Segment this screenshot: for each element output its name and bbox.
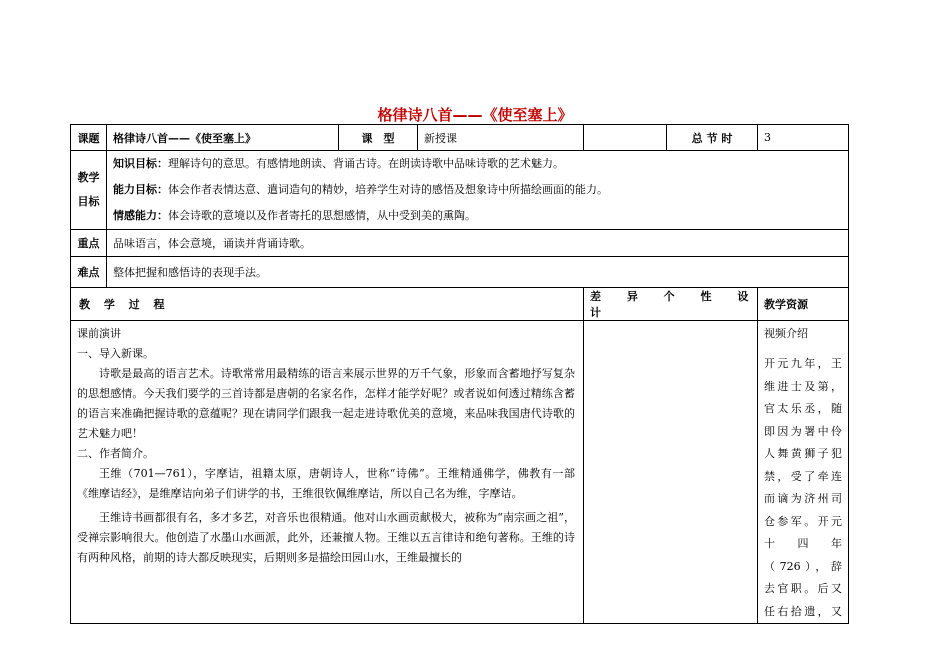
goal-knowledge: 知识目标：理解诗句的意思。有感情地朗读、背诵古诗。在朗读诗歌中品味诗歌的艺术魅力。 <box>113 157 564 170</box>
process-paragraph: 王维诗书画都很有名，多才多艺，对音乐也很精通。他对山水画贡献极大，被称为“南宗画之祖”，受禅宗影响很大。他创造了水墨山水画派，此外，还兼擅人物。王维以五言律诗和绝句著称。王维的诗有两种风格，前期的诗大都反映现实，后期则多是描绘田园山水，王维最擅长的 <box>77 511 575 564</box>
resources-line: （726），辞 <box>764 559 842 573</box>
difficulty-row <box>71 257 849 288</box>
resources-line: 仓参军。开元 <box>764 514 842 528</box>
resources-line: 去官职。后又 <box>764 582 842 595</box>
hours-value: 3 <box>758 125 849 151</box>
resources-line: 官太乐丞，随 <box>764 402 842 415</box>
process-line: 课前演讲 <box>77 327 121 340</box>
resources-line: 十 四 年 <box>764 537 842 550</box>
topic-label: 课题 <box>71 125 107 151</box>
process-paragraph: 王维（701—761），字摩诘，祖籍太原，唐朝诗人，世称“诗佛”。王维精通佛学，佛教有一部《维摩诘经》，是维摩诘向弟子们讲学的书，王维很钦佩维摩诘，所以自己名为维，字摩诘。 <box>77 467 575 500</box>
keypoint-label: 重点 <box>71 230 107 257</box>
resources-line: 禁，受了牵连 <box>764 469 842 483</box>
resources-header: 教学资源 <box>758 288 849 321</box>
resources-cell <box>758 321 849 624</box>
diff-design-header: 差 异 个 性 设 计 <box>584 288 758 321</box>
diff-design-cell <box>584 321 758 624</box>
goal-emotion: 情感能力：体会诗歌的意境以及作者寄托的思想感情，从中受到美的熏陶。 <box>113 209 476 222</box>
goals-label <box>71 151 107 230</box>
resources-title: 视频介绍 <box>764 327 808 340</box>
resources-line: 人舞黄狮子犯 <box>764 447 842 460</box>
goals-row <box>71 151 849 230</box>
process-line: 一、导入新课。 <box>77 347 154 360</box>
topic-value: 格律诗八首——《使至塞上》 <box>107 125 339 151</box>
process-header: 教 学 过 程 <box>71 288 584 321</box>
info-row <box>71 125 849 151</box>
process-row <box>71 321 849 624</box>
difficulty-label: 难点 <box>71 257 107 288</box>
document-title: 格律诗八首——《使至塞上》 <box>377 106 573 124</box>
process-header-row <box>71 288 849 321</box>
hours-label: 总 节 时 <box>667 125 758 151</box>
resources-line: 维进士及第， <box>764 379 842 393</box>
process-content <box>71 321 584 624</box>
resources-line: 任右拾遗，又 <box>764 604 842 618</box>
resources-line: 开元九年，王 <box>764 357 842 370</box>
process-line: 二、作者简介。 <box>77 447 154 460</box>
goals-label-1: 教学 <box>77 171 100 184</box>
blank-cell <box>584 125 667 151</box>
goals-content <box>107 151 849 230</box>
keypoint-row <box>71 230 849 257</box>
keypoint-text: 品味语言，体会意境，诵读并背诵诗歌。 <box>107 230 849 257</box>
goal-ability: 能力目标：体会作者表情达意、遣词造句的精妙，培养学生对诗的感悟及想象诗中所描绘画面的能力。 <box>113 183 608 196</box>
lesson-plan-table <box>70 124 849 624</box>
difficulty-text: 整体把握和感悟诗的表现手法。 <box>107 257 849 288</box>
resources-line: 而谪为济州司 <box>764 492 842 505</box>
goals-label-2: 目标 <box>77 195 100 208</box>
resources-line: 即因为署中伶 <box>764 424 842 438</box>
type-value: 新授课 <box>418 125 584 151</box>
process-paragraph: 诗歌是最高的语言艺术。诗歌常常用最精练的语言来展示世界的万千气象，形象而含蓄地抒写复杂的思想感情。今天我们要学的三首诗都是唐朝的名家名作，怎样才能学好呢？或者说如何透过精练含蓄的语言来准确把握诗歌的意蕴呢？现在请同学们跟我一起走进诗歌优美的意境，来品味我国唐代诗歌的艺术魅力吧！ <box>77 367 575 440</box>
type-label: 课 型 <box>339 125 418 151</box>
